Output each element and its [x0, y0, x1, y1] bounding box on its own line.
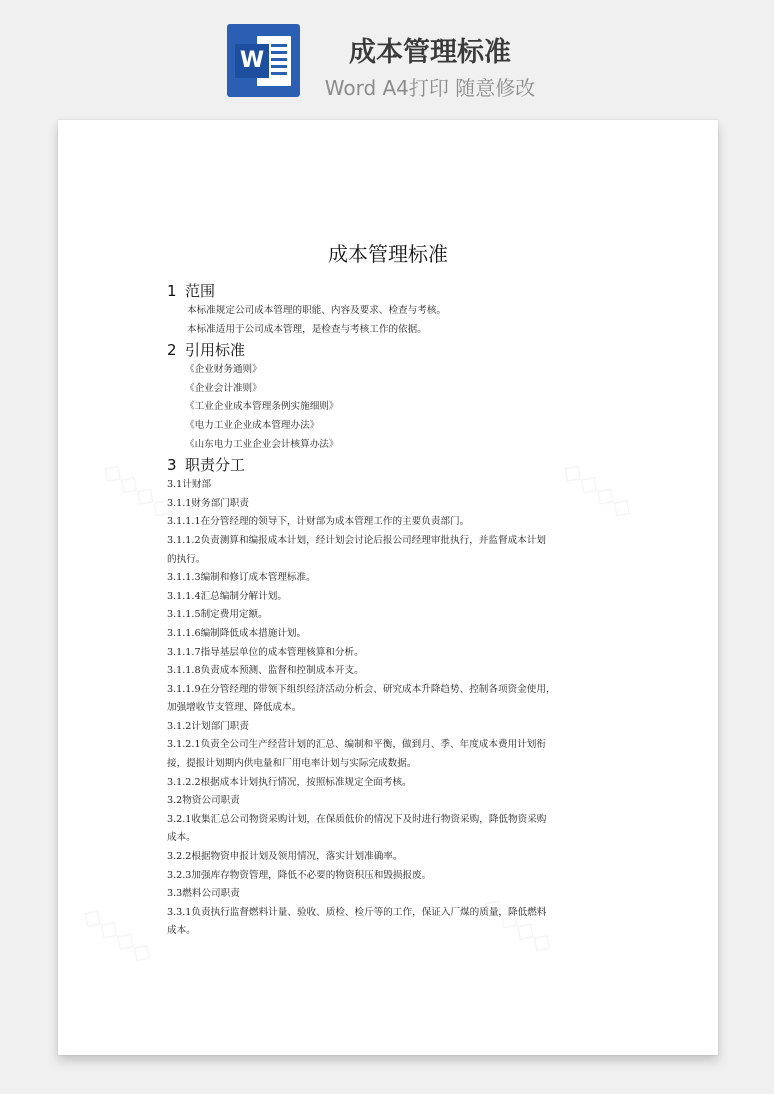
banner-subtitle: Word A4打印 随意修改: [324, 76, 536, 100]
reference-item: 《企业会计准则》: [185, 382, 262, 394]
clause-line: 3.1.1.7指导基层单位的成本管理核算和分析。: [167, 646, 364, 658]
clause-line: 3.1.1.4汇总编制分解计划。: [167, 590, 287, 602]
paragraph: 本标准适用于公司成本管理，是检查与考核工作的依据。: [187, 323, 427, 335]
clause-line: 3.1.2.2根据成本计划执行情况，按照标准规定全面考核。: [167, 776, 412, 788]
clause-line: 3.1.2计划部门职责: [167, 720, 249, 732]
clause-line: 3.1.1.5制定费用定额。: [167, 609, 268, 621]
banner-title: 成本管理标准: [349, 37, 511, 68]
reference-item: 《企业财务通则》: [185, 364, 262, 376]
paragraph: 本标准规定公司成本管理的职能、内容及要求、检查与考核。: [187, 305, 447, 316]
clause-line: 3.1.1.1在分管经理的领导下，计财部为成本管理工作的主要负责部门。: [167, 516, 470, 528]
header-banner: [0, 0, 774, 118]
section-heading: 1 范围: [167, 282, 216, 300]
clause-line: 3.2物资公司职责: [167, 795, 240, 807]
section-heading: 2 引用标准: [167, 341, 246, 360]
clause-line: 3.1.1.9在分管经理的带领下组织经济活动分析会、研究成本升降趋势、控制各项资金使用，: [167, 683, 556, 695]
reference-item: 《电力工业企业成本管理办法》: [185, 419, 320, 431]
section-heading: 3 职责分工: [167, 456, 246, 475]
document-title: 成本管理标准: [328, 242, 448, 266]
clause-line: 的执行。: [167, 553, 206, 565]
watermark-decoration: [77, 900, 160, 970]
clause-line: 3.1.1财务部门职责: [167, 497, 249, 509]
clause-line: 成本。: [167, 925, 196, 937]
clause-line: 3.2.2根据物资申报计划及领用情况，落实计划准确率。: [167, 851, 403, 863]
clause-line: 3.1.1.8负责成本预测、监督和控制成本开支。: [167, 665, 364, 677]
clause-line: 3.1.2.1负责全公司生产经营计划的汇总、编制和平衡，做到月、季、年度成本费用计划衔: [167, 739, 546, 751]
reference-item: 《山东电力工业企业会计核算办法》: [185, 438, 339, 450]
clause-line: 3.2.3加强库存物资管理，降低不必要的物资积压和毁损报废。: [167, 869, 432, 881]
clause-line: 成本。: [167, 832, 196, 844]
clause-line: 3.3燃料公司职责: [167, 888, 240, 900]
clause-line: 3.3.1负责执行监督燃料计量、验收、质检、检斤等的工作，保证入厂煤的质量，降低燃料: [167, 906, 547, 918]
document-body: [167, 280, 627, 941]
clause-line: 加强增收节支管理、降低成本。: [167, 702, 302, 714]
clause-line: 3.1计财部: [167, 479, 212, 491]
word-logo-letter: W: [235, 44, 269, 78]
clause-line: 3.1.1.2负责测算和编报成本计划，经计划会讨论后报公司经理审批执行，并监督成本计划: [167, 534, 546, 546]
document-page: [58, 120, 718, 1055]
clause-line: 接，提报计划期内供电量和厂用电率计划与实际完成数据。: [167, 758, 417, 770]
clause-line: 3.1.1.6编制降低成本措施计划。: [167, 627, 307, 639]
reference-item: 《工业企业成本管理条例实施细则》: [185, 401, 339, 413]
clause-line: 3.2.1收集汇总公司物资采购计划，在保质低价的情况下及时进行物资采购，降低物资采购: [167, 813, 547, 825]
word-app-icon: [227, 24, 300, 97]
clause-line: 3.1.1.3编制和修订成本管理标准。: [167, 572, 316, 584]
